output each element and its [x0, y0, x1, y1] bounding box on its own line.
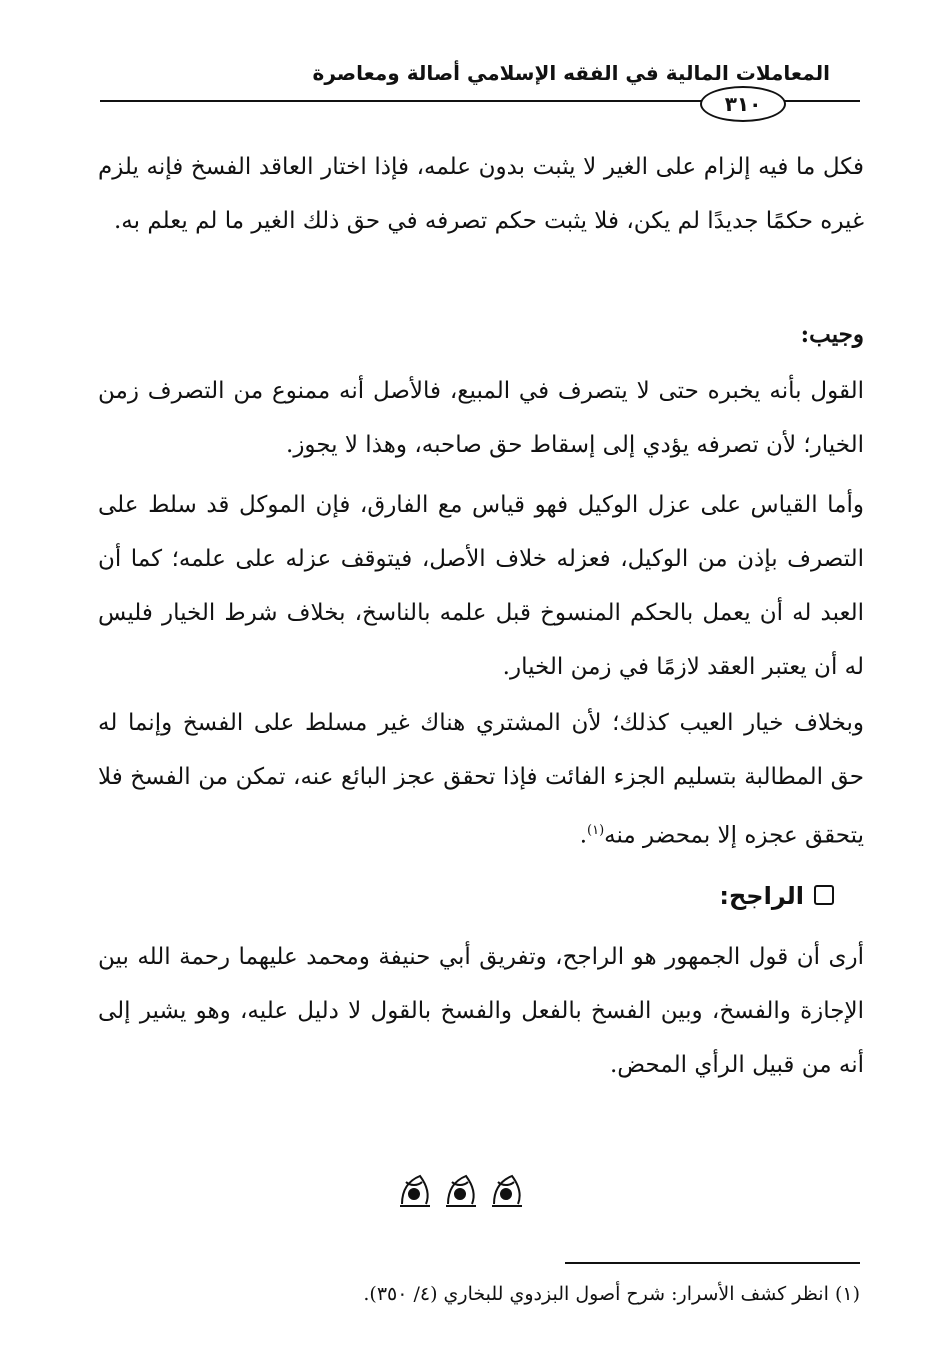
paragraph-4: [98, 696, 864, 863]
running-title: المعاملات المالية في الفقه الإسلامي أصالة ومعاصرة: [312, 61, 830, 85]
section-heading: [719, 876, 834, 916]
ornament-motif-center: [446, 1176, 476, 1206]
page-number: ٣١٠: [700, 86, 786, 122]
footnote-rule: [565, 1262, 860, 1264]
paragraph-4-end: .: [579, 822, 588, 849]
paragraph-4-text: وبخلاف خيار العيب كذلك؛ لأن المشتري هناك غير مسلط على الفسخ وإنما له حق المطالبة بتسليم الجزء الفائت فإذا تحقق عجز البائع عنه، تمكن من الفسخ فلا يتحقق عجزه إلا بمحضر منه: [98, 710, 864, 849]
floral-ornament-icon: [396, 1170, 526, 1210]
footnote-reference: (١): [587, 823, 605, 838]
square-bullet-icon: [814, 885, 834, 905]
ornament-motif-left: [400, 1176, 430, 1206]
paragraph-2: القول بأنه يخبره حتى لا يتصرف في المبيع، فالأصل أنه ممنوع من التصرف زمن الخيار؛ لأن تصرفه يؤدي إلى إسقاط حق صاحبه، وهذا لا يجوز.: [98, 378, 864, 458]
paragraph-1: فكل ما فيه إلزام على الغير لا يثبت بدون علمه، فإذا اختار العاقد الفسخ فإنه يلزم غيره حكمًا جديدًا لم يكن، فلا يثبت حكم تصرفه في حق ذلك الغير ما لم يعلم به.: [98, 154, 864, 234]
footnote-number: (١): [834, 1283, 860, 1305]
footnote: [80, 1279, 860, 1309]
section-heading-text: الراجح:: [719, 882, 804, 910]
answer-label: وجيب:: [800, 321, 864, 348]
paragraph-3: وأما القياس على عزل الوكيل فهو قياس مع الفارق، فإن الموكل قد سلط على التصرف بإذن من الوكيل، فعزله خلاف الأصل، فيتوقف عزله على علمه؛ كما أن العبد له أن يعمل بالحكم المنسوخ قبل علمه بالناسخ، بخلاف شرط الخيار فليس له أن يعتبر العقد لازمًا في زمن الخيار.: [98, 492, 864, 680]
ornament-motif-right: [492, 1176, 522, 1206]
paragraph-5: أرى أن قول الجمهور هو الراجح، وتفريق أبي حنيفة ومحمد عليهما رحمة الله بين الإجازة والفسخ، وبين الفسخ بالفعل والفسخ بالقول لا دليل عليه، وهو يشير إلى أنه من قبيل الرأي المحض.: [98, 944, 864, 1078]
footnote-text: انظر كشف الأسرار: شرح أصول البزدوي للبخاري (٤/ ٣٥٠).: [363, 1283, 829, 1305]
